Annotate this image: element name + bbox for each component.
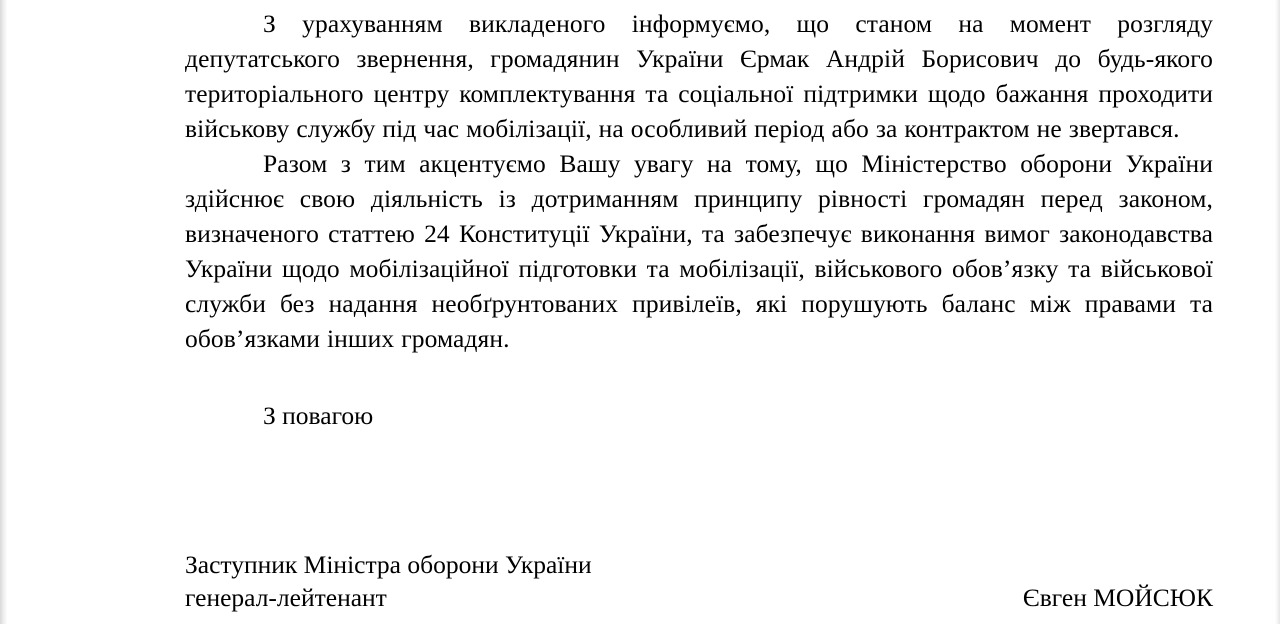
paragraph-2: Разом з тим акцентуємо Вашу увагу на тому, що Міністерство оборони України здійснює свою діяльність із дотриманням принципу рівності громадян перед законом, визначеного статтею 24 Конституції України, та забезпечує виконання вимог законодавства України щодо мобілізаційної підготовки та мобілізації, військового обов’язку та військової служби без надання необґрунтованих привілеїв, які порушують баланс між правами та обов’язками інших громадян. [185, 149, 1213, 353]
page-left-edge-shadow [0, 0, 7, 624]
signature-row [185, 581, 1213, 614]
page-right-edge-shadow [1275, 0, 1280, 624]
paragraph-1: З урахуванням викладеного інформуємо, що станом на момент розгляду депутатського звернення, громадянин України Єрмак Андрій Борисович до будь-якого територіального центру комплектування та соціальної підтримки щодо бажання проходити військову службу під час мобілізації, на особливий період або за контрактом не звертався. [185, 9, 1213, 143]
signer-name: Євген МОЙСЮК [1022, 583, 1213, 612]
signer-title-line-1: Заступник Міністра оборони України [185, 550, 592, 579]
signature-block [185, 548, 1213, 614]
closing-salutation: З повагою [263, 401, 374, 430]
document-body [185, 0, 1213, 433]
signer-title-line-2: генерал-лейтенант [185, 583, 387, 612]
